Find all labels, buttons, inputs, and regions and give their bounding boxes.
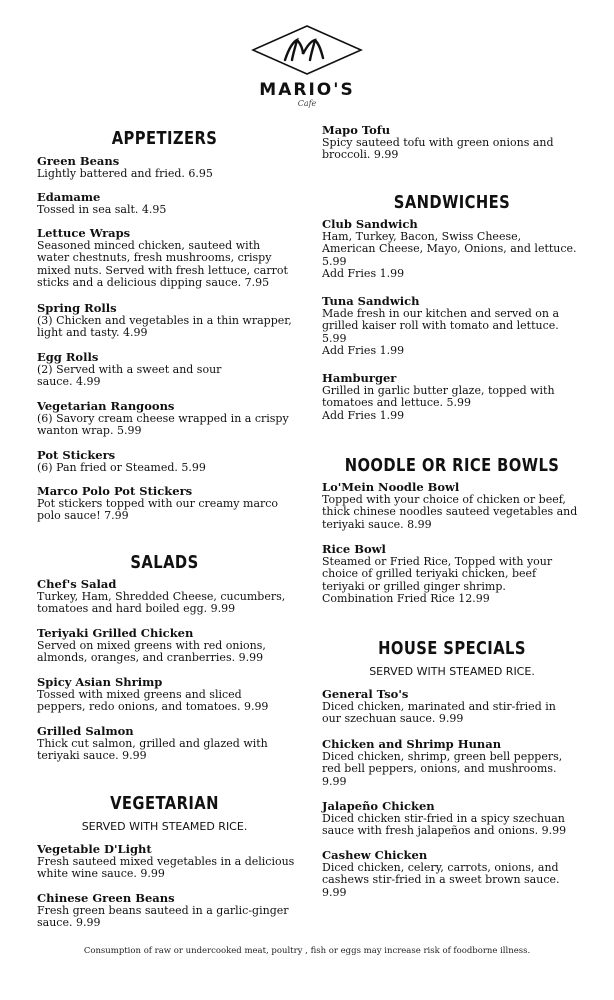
footer-disclaimer: Consumption of raw or undercooked meat, poultry , fish or eggs may increase risk of foodborne illness. xyxy=(83,946,531,956)
item-description: Pot stickers topped with our creamy marco polo sauce! 7.99 xyxy=(37,496,279,523)
item-description: Made fresh in our kitchen and served on a grilled kaiser roll with tomato and lettuce. 5.99 Add Fries 1.99 xyxy=(322,306,560,358)
section-title-house-specials: HOUSE SPECIALS xyxy=(378,638,526,659)
section-title-bowls: NOODLE OR RICE BOWLS xyxy=(344,455,560,476)
item-name: Vegetarian Rangoons xyxy=(37,399,175,413)
item-description: (3) Chicken and vegetables in a thin wrapper, light and tasty. 4.99 xyxy=(37,313,292,340)
logo xyxy=(0,0,614,110)
item-description: Thick cut salmon, grilled and glazed with teriyaki sauce. 9.99 xyxy=(37,736,268,763)
menu-item xyxy=(322,800,587,838)
item-description: Diced chicken, shrimp, green bell peppers, red bell peppers, onions, and mushrooms. 9.99 xyxy=(322,749,563,788)
logo-diamond-icon xyxy=(251,24,363,76)
menu-item xyxy=(322,218,587,281)
item-name: Chinese Green Beans xyxy=(37,891,175,905)
item-name: Egg Rolls xyxy=(37,350,99,364)
item-name: Chicken and Shrimp Hunan xyxy=(322,737,502,751)
item-description: Ham, Turkey, Bacon, Swiss Cheese, American Cheese, Mayo, Onions, and lettuce. 5.99 Add Fries 1.99 xyxy=(322,229,577,281)
item-name: Edamame xyxy=(37,190,101,204)
menu-item xyxy=(322,543,587,606)
item-description: (6) Savory cream cheese wrapped in a crispy wanton wrap. 5.99 xyxy=(37,411,289,438)
menu-item xyxy=(37,578,307,616)
item-name: Hamburger xyxy=(322,371,397,385)
item-name: Grilled Salmon xyxy=(37,724,134,738)
section-subtitle: SERVED WITH STEAMED RICE. xyxy=(81,820,248,833)
item-description: Served on mixed greens with red onions, almonds, oranges, and cranberries. 9.99 xyxy=(37,638,266,665)
menu-item xyxy=(37,302,307,340)
menu-item xyxy=(37,627,307,665)
menu-item xyxy=(322,295,587,358)
menu-item xyxy=(37,191,307,216)
item-name: Chef's Salad xyxy=(37,577,117,591)
menu-item xyxy=(37,892,307,930)
item-description: Turkey, Ham, Shredded Cheese, cucumbers, tomatoes and hard boiled egg. 9.99 xyxy=(37,589,286,616)
item-name: Club Sandwich xyxy=(322,217,418,231)
section-subtitle: SERVED WITH STEAMED RICE. xyxy=(369,665,535,678)
item-name: Rice Bowl xyxy=(322,542,386,556)
menu-item xyxy=(322,372,587,422)
menu-item xyxy=(322,481,587,531)
item-description: Topped with your choice of chicken or beef, thick chinese noodles sauteed vegetables and teriyaki sauce. 8.99 xyxy=(322,492,578,531)
item-description: Lightly battered and fried. 6.95 xyxy=(37,166,213,180)
item-name: Jalapeño Chicken xyxy=(322,799,435,813)
menu-item xyxy=(37,725,307,763)
item-description: Fresh sauteed mixed vegetables in a delicious white wine sauce. 9.99 xyxy=(37,854,295,881)
menu-item xyxy=(37,676,307,714)
item-description: Spicy sauteed tofu with green onions and broccoli. 9.99 xyxy=(322,135,554,162)
item-description: Grilled in garlic butter glaze, topped with tomatoes and lettuce. 5.99 Add Fries 1.99 xyxy=(322,383,555,422)
item-description: Tossed with mixed greens and sliced peppers, redo onions, and tomatoes. 9.99 xyxy=(37,687,269,714)
brand-name: MARIO'S xyxy=(259,80,355,100)
item-description: Diced chicken stir-fried in a spicy szechuan sauce with fresh jalapeños and onions. 9.99 xyxy=(322,811,567,838)
menu-item xyxy=(37,485,307,523)
menu-item xyxy=(322,688,587,726)
item-name: Pot Stickers xyxy=(37,448,116,462)
item-name: Green Beans xyxy=(37,154,120,168)
brand-subtitle: Cafe xyxy=(297,99,317,108)
item-description: (6) Pan fried or Steamed. 5.99 xyxy=(37,460,206,474)
item-description: Diced chicken, celery, carrots, onions, and cashews stir-fried in a sweet brown sauce. 9.99 xyxy=(322,860,560,899)
item-name: Vegetable D'Light xyxy=(37,842,152,856)
item-name: Cashew Chicken xyxy=(322,848,428,862)
item-name: Lo'Mein Noodle Bowl xyxy=(322,480,460,494)
menu-item xyxy=(322,738,587,788)
item-description: Fresh green beans sauteed in a garlic-ginger sauce. 9.99 xyxy=(37,903,289,930)
section-title-appetizers: APPETIZERS xyxy=(111,128,218,149)
item-description: (2) Served with a sweet and sour sauce. 4.99 xyxy=(37,362,222,389)
menu-item xyxy=(37,449,307,474)
section-title-salads: SALADS xyxy=(130,552,199,573)
item-name: Tuna Sandwich xyxy=(322,294,420,308)
item-name: Lettuce Wraps xyxy=(37,226,131,240)
item-name: Spicy Asian Shrimp xyxy=(37,675,163,689)
menu-item xyxy=(322,849,587,899)
item-description: Tossed in sea salt. 4.95 xyxy=(37,202,167,216)
menu-item xyxy=(37,227,307,290)
item-description: Steamed or Fried Rice, Topped with your choice of grilled teriyaki chicken, beef teriyaki or grilled ginger shrimp. Combination Fried Rice 12.99 xyxy=(322,554,553,606)
menu-item xyxy=(37,351,307,389)
item-name: Teriyaki Grilled Chicken xyxy=(37,626,194,640)
menu-item xyxy=(322,124,587,162)
menu-item xyxy=(37,843,307,881)
item-name: Mapo Tofu xyxy=(322,123,391,137)
item-description: Diced chicken, marinated and stir-fried in our szechuan sauce. 9.99 xyxy=(322,699,556,726)
item-description: Seasoned minced chicken, sauteed with water chestnuts, fresh mushrooms, crispy mixed nuts. Served with fresh lettuce, carrot sticks and a delicious dipping sauce. 7.95 xyxy=(37,238,288,290)
section-title-sandwiches: SANDWICHES xyxy=(393,192,511,213)
item-name: Spring Rolls xyxy=(37,301,117,315)
menu-item xyxy=(37,155,307,180)
item-name: General Tso's xyxy=(322,687,409,701)
section-title-vegetarian: VEGETARIAN xyxy=(110,793,219,814)
item-name: Marco Polo Pot Stickers xyxy=(37,484,193,498)
menu-item xyxy=(37,400,307,438)
